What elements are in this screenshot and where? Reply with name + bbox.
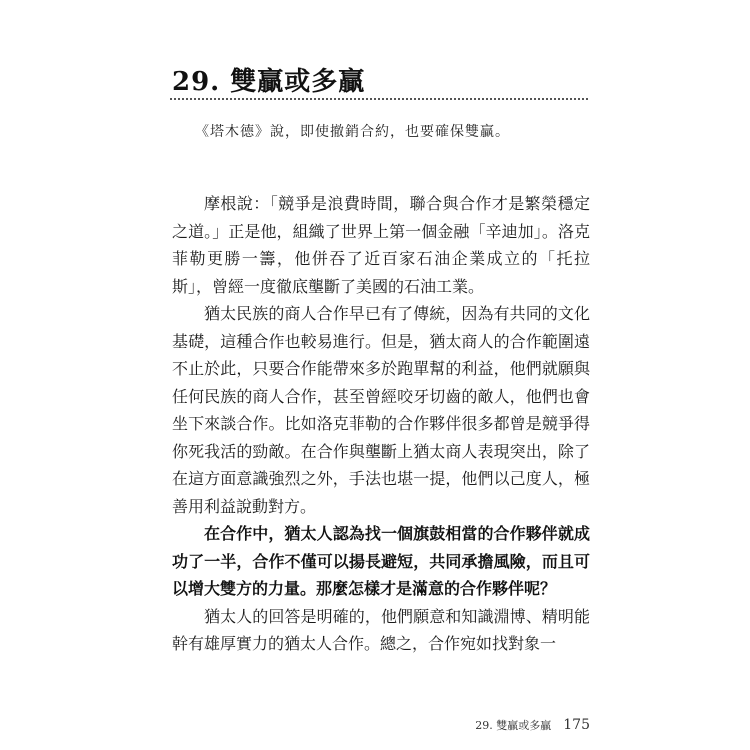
paragraph-emphasis: 在合作中，猶太人認為找一個旗鼓相當的合作夥伴就成功了一半，合作不僅可以揚長避短，共同承擔風險，而且可以增大雙方的力量。那麼怎樣才是滿意的合作夥伴呢？ bbox=[172, 524, 590, 598]
title-dotted-rule bbox=[170, 98, 588, 100]
body-text bbox=[172, 190, 590, 658]
chapter-title: 29. 雙贏或多贏 bbox=[172, 67, 366, 97]
page-footer bbox=[470, 717, 590, 733]
page-number: 175 bbox=[563, 717, 590, 733]
chapter-epigraph: 《塔木德》說，即使撤銷合約，也要確保雙贏。 bbox=[195, 124, 510, 140]
running-head: 29. 雙贏或多贏 bbox=[475, 719, 552, 732]
paragraph: 摩根說：「競爭是浪費時間，聯合與合作才是繁榮穩定之道。」正是他，組織了世界上第一個金融「辛迪加」。洛克菲勒更勝一籌，他併吞了近百家石油企業成立的「托拉斯」，曾經一度徹底壟斷了美國的石油工業。 bbox=[172, 194, 590, 296]
paragraph: 猶太人的回答是明確的，他們願意和知識淵博、精明能幹有雄厚實力的猶太人合作。總之，合作宛如找對象一 bbox=[172, 606, 590, 653]
paragraph: 猶太民族的商人合作早已有了傳統，因為有共同的文化基礎，這種合作也較易進行。但是，猶太商人的合作範圍遠不止於此，只要合作能帶來多於跑單幫的利益，他們就願與任何民族的商人合作，甚至曾經咬牙切齒的敵人，他們也會坐下來談合作。比如洛克菲勒的合作夥伴很多都曾是競爭得你死我活的勁敵。在合作與壟斷上猶太商人表現突出，除了在這方面意識強烈之外，手法也堪一提，他們以己度人，極善用利益說動對方。 bbox=[172, 304, 590, 516]
